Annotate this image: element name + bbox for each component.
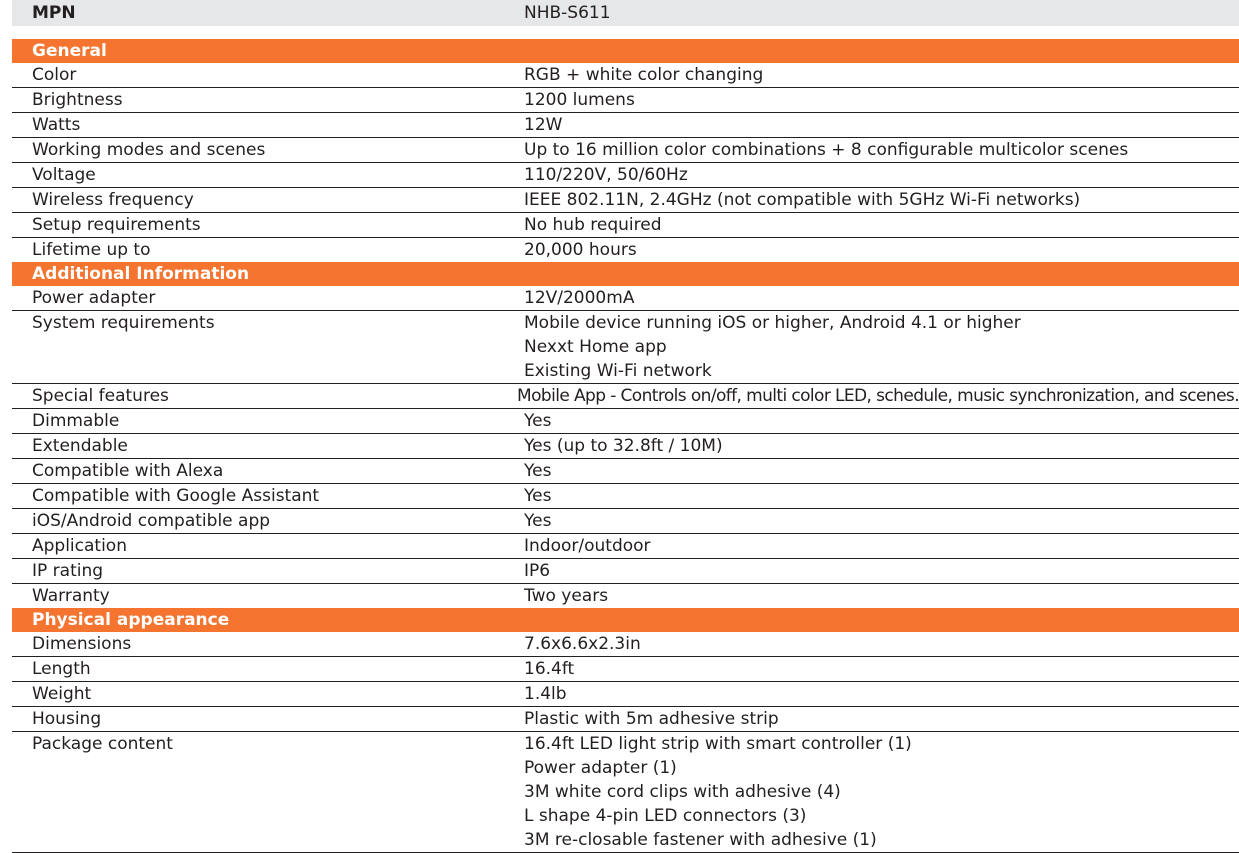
spec-value-line: Mobile App - Controls on/off, multi color LED, schedule, music synchronization, and scenes.: [517, 386, 1239, 406]
spec-value-line: Yes: [524, 411, 552, 431]
spec-row: [12, 188, 1239, 213]
spec-value-line: RGB + white color changing: [524, 65, 764, 85]
spec-value: [524, 584, 1239, 608]
spec-value-line: 3M white cord clips with adhesive (4): [524, 782, 841, 802]
spec-value-line: Plastic with 5m adhesive strip: [524, 709, 779, 729]
spec-row: [12, 484, 1239, 509]
spec-label: Voltage: [32, 165, 96, 185]
spec-value: [524, 559, 1239, 583]
spec-label: iOS/Android compatible app: [32, 511, 271, 531]
spec-value: [524, 138, 1239, 162]
spec-value: [524, 682, 1239, 706]
spec-label: Watts: [32, 115, 81, 135]
spec-value: [524, 238, 1239, 262]
spec-value-line: Up to 16 million color combinations + 8 configurable multicolor scenes: [524, 140, 1129, 160]
spec-value-line: Nexxt Home app: [524, 337, 667, 357]
spec-row: [12, 632, 1239, 657]
spec-row: [12, 584, 1239, 608]
spec-value-line: Mobile device running iOS or higher, Android 4.1 or higher: [524, 313, 1021, 333]
spec-value: [524, 88, 1239, 112]
spec-row: [12, 163, 1239, 188]
spec-value: [524, 434, 1239, 458]
spec-label: Color: [32, 65, 77, 85]
spec-value-line: Existing Wi-Fi network: [524, 361, 712, 381]
spec-label: Compatible with Alexa: [32, 461, 224, 481]
spec-value-line: Power adapter (1): [524, 758, 677, 778]
spec-value: [524, 707, 1239, 731]
section-header: Physical appearance: [12, 608, 1239, 632]
spec-row: [12, 63, 1239, 88]
spec-row: [12, 459, 1239, 484]
spec-label: Package content: [32, 734, 173, 754]
mpn-value: NHB-S611: [524, 3, 611, 23]
spec-value: [524, 534, 1239, 558]
spec-label: Wireless frequency: [32, 190, 194, 210]
spec-row: [12, 707, 1239, 732]
spec-value: [517, 384, 1239, 408]
section-header: Additional Information: [12, 262, 1239, 286]
spec-value-line: Yes: [524, 461, 552, 481]
spec-value-line: 12V/2000mA: [524, 288, 635, 308]
spec-value: [524, 409, 1239, 433]
spec-value-line: 12W: [524, 115, 563, 135]
spec-value-line: 7.6x6.6x2.3in: [524, 634, 641, 654]
spec-row: [12, 88, 1239, 113]
spec-row: [12, 384, 1239, 409]
spec-label: Working modes and scenes: [32, 140, 266, 160]
spec-value-line: Yes: [524, 486, 552, 506]
spec-table: [12, 39, 1239, 853]
spec-row: [12, 113, 1239, 138]
spec-row: [12, 286, 1239, 311]
spec-label: Special features: [32, 386, 169, 406]
spec-value-line: Two years: [524, 586, 609, 606]
spec-value: [524, 484, 1239, 508]
spec-value: [524, 657, 1239, 681]
spec-row: [12, 534, 1239, 559]
spec-value-line: Indoor/outdoor: [524, 536, 651, 556]
spec-value-line: Yes (up to 32.8ft / 10M): [524, 436, 723, 456]
spec-row: [12, 509, 1239, 534]
spec-value-line: Yes: [524, 511, 552, 531]
spec-value: [524, 732, 1239, 852]
spec-value: [524, 213, 1239, 237]
spec-row: [12, 559, 1239, 584]
spec-label: Power adapter: [32, 288, 156, 308]
spec-label: Application: [32, 536, 127, 556]
section-header: General: [12, 39, 1239, 63]
spec-value: [524, 311, 1239, 383]
spec-value-line: 110/220V, 50/60Hz: [524, 165, 688, 185]
spec-label: IP rating: [32, 561, 104, 581]
spec-value: [524, 286, 1239, 310]
mpn-row: [12, 0, 1239, 26]
spec-value-line: 20,000 hours: [524, 240, 637, 260]
spec-label: Warranty: [32, 586, 110, 606]
spec-value-line: L shape 4-pin LED connectors (3): [524, 806, 807, 826]
spec-value: [524, 459, 1239, 483]
spec-value-line: 1200 lumens: [524, 90, 635, 110]
spec-value-line: IEEE 802.11N, 2.4GHz (not compatible with 5GHz Wi-Fi networks): [524, 190, 1081, 210]
spec-value: [524, 63, 1239, 87]
spec-label: Extendable: [32, 436, 128, 456]
spec-value-line: 16.4ft: [524, 659, 575, 679]
spec-label: Housing: [32, 709, 102, 729]
spec-value: [524, 188, 1239, 212]
spec-value: [524, 113, 1239, 137]
spec-label: Lifetime up to: [32, 240, 151, 260]
spec-value-line: No hub required: [524, 215, 662, 235]
spec-label: Compatible with Google Assistant: [32, 486, 320, 506]
spec-label: Setup requirements: [32, 215, 201, 235]
spec-label: Dimmable: [32, 411, 120, 431]
spec-value-line: IP6: [524, 561, 551, 581]
spec-label: Dimensions: [32, 634, 132, 654]
spec-row: [12, 138, 1239, 163]
spec-row: [12, 434, 1239, 459]
spec-value-line: 1.4lb: [524, 684, 567, 704]
spec-row: [12, 213, 1239, 238]
spec-row: [12, 682, 1239, 707]
spec-label: Brightness: [32, 90, 123, 110]
spec-label: Length: [32, 659, 91, 679]
spec-value-line: 16.4ft LED light strip with smart controller (1): [524, 734, 912, 754]
spec-value-line: 3M re-closable fastener with adhesive (1): [524, 830, 877, 850]
spec-label: Weight: [32, 684, 92, 704]
spec-row: [12, 732, 1239, 852]
spec-row: [12, 238, 1239, 262]
spec-value: [524, 632, 1239, 656]
spec-value: [524, 509, 1239, 533]
mpn-label: MPN: [32, 3, 76, 23]
spec-row: [12, 409, 1239, 434]
spec-row: [12, 657, 1239, 682]
spec-value: [524, 163, 1239, 187]
spec-label: System requirements: [32, 313, 215, 333]
spec-row: [12, 311, 1239, 384]
